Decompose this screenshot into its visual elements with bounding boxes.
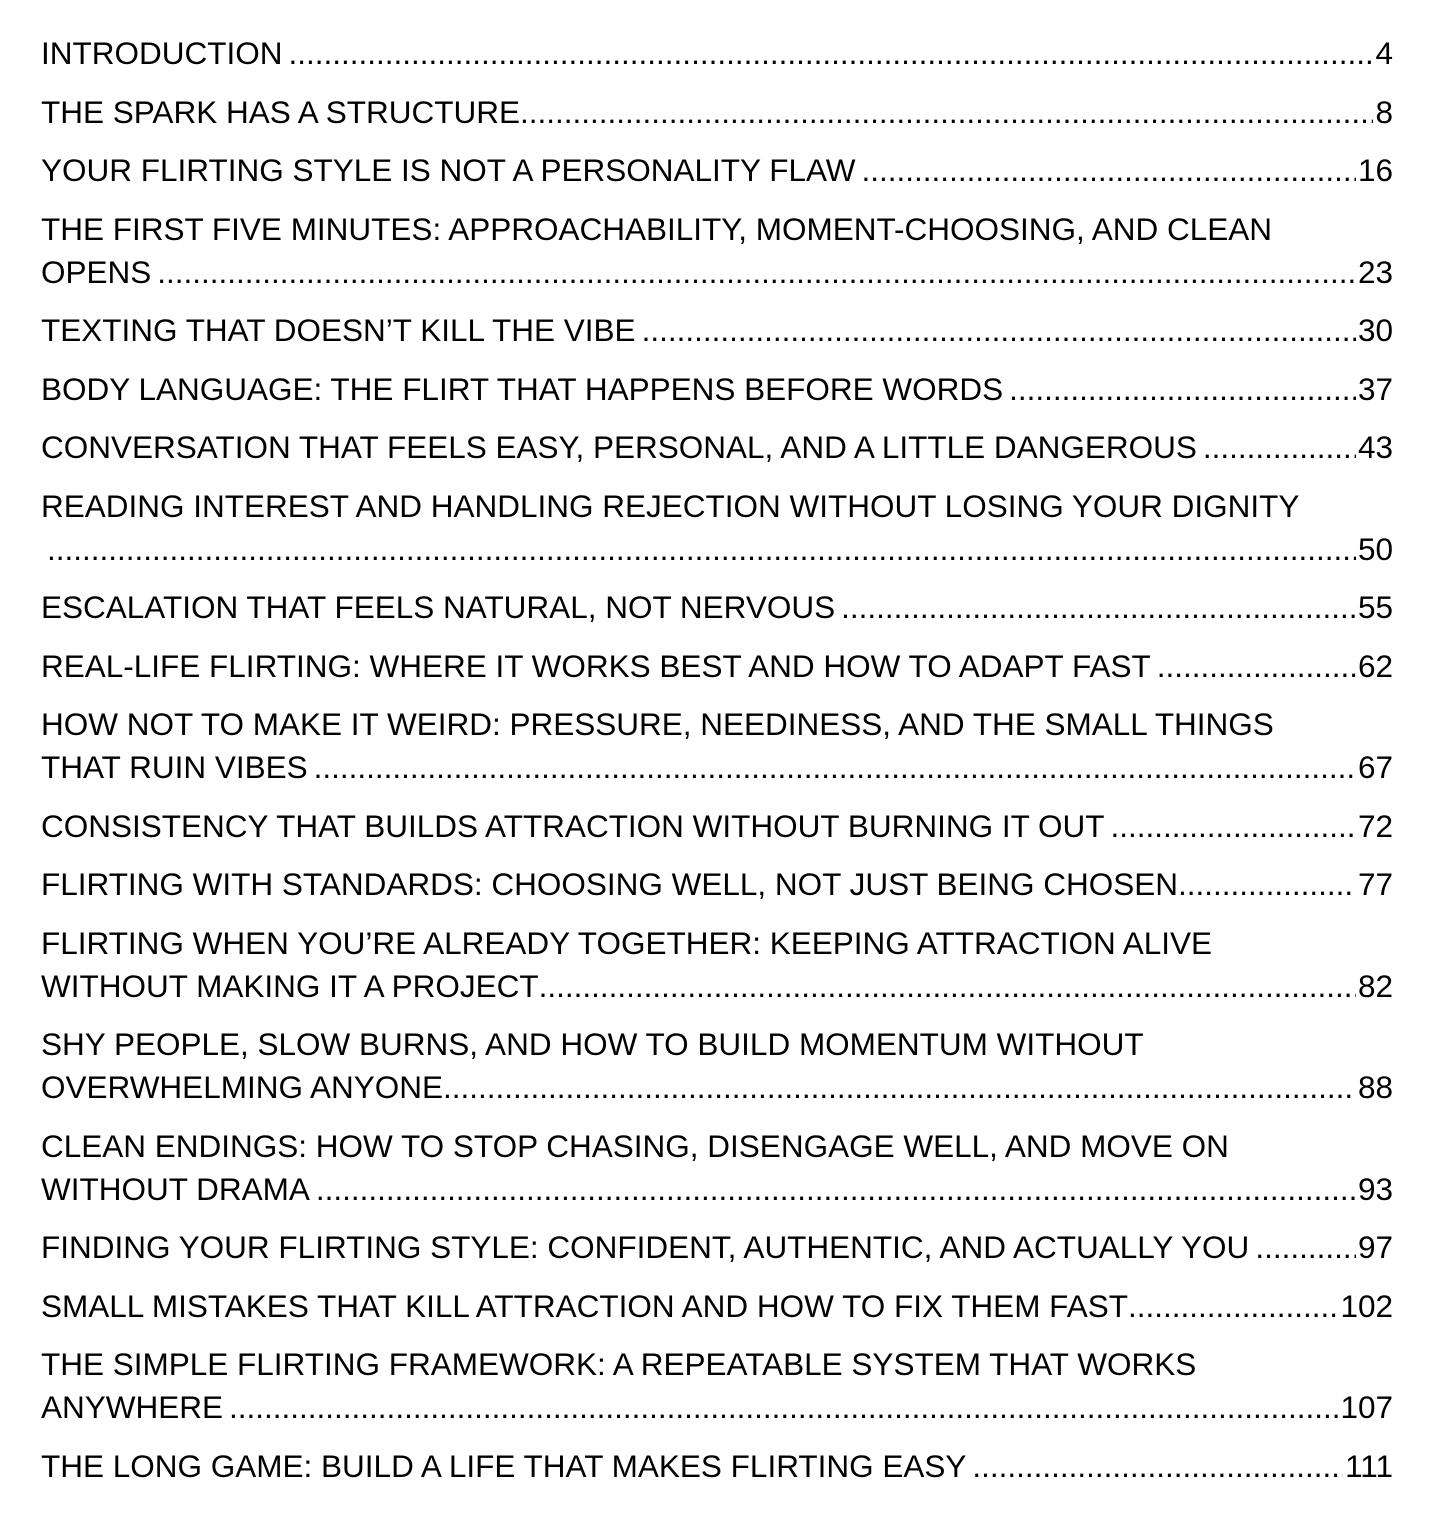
toc-entry-title-line1: SHY PEOPLE, SLOW BURNS, AND HOW TO BUILD MOMENTUM WITHOUT — [41, 1026, 1144, 1062]
toc-entry[interactable] — [41, 805, 1393, 848]
toc-entry[interactable] — [41, 149, 1393, 192]
toc-page-number: 37 — [1357, 370, 1393, 407]
toc-entry-title-line2: OVERWHELMING ANYONE — [41, 1069, 443, 1105]
toc-entry-title: CONVERSATION THAT FEELS EASY, PERSONAL, AND A LITTLE DANGEROUS — [41, 429, 1197, 465]
leader-dots — [288, 32, 1373, 75]
leader-dots — [47, 528, 1356, 571]
leader-dots — [1128, 1285, 1338, 1328]
toc-entry[interactable] — [41, 1343, 1393, 1429]
toc-entry-title-line2: WITHOUT MAKING IT A PROJECT — [41, 967, 539, 1004]
leader-dots — [841, 586, 1356, 629]
toc-entry-title: ESCALATION THAT FEELS NATURAL, NOT NERVOUS — [41, 589, 836, 625]
toc-entry[interactable] — [41, 91, 1393, 134]
toc-entry-title-line2: WITHOUT DRAMA — [41, 1170, 310, 1207]
leader-dots — [1178, 863, 1356, 906]
toc-entry[interactable] — [41, 1023, 1393, 1109]
toc-entry-title: TEXTING THAT DOESN’T KILL THE VIBE — [41, 312, 636, 348]
toc-entry-title: INTRODUCTION — [41, 35, 283, 71]
toc-page-number: 93 — [1357, 1170, 1393, 1207]
leader-dots — [1009, 368, 1356, 411]
toc-entry-title-line1: THE FIRST FIVE MINUTES: APPROACHABILITY, MOMENT-CHOOSING, AND CLEAN — [41, 210, 1273, 247]
toc-entry-title: REAL-LIFE FLIRTING: WHERE IT WORKS BEST AND HOW TO ADAPT FAST — [41, 647, 1151, 684]
toc-page-number: 72 — [1357, 807, 1393, 844]
leader-dots — [314, 746, 1356, 789]
table-of-contents — [41, 32, 1393, 1503]
toc-entry-title: FLIRTING WITH STANDARDS: CHOOSING WELL, NOT JUST BEING CHOSEN — [41, 866, 1179, 902]
toc-entry-title-line1: FLIRTING WHEN YOU’RE ALREADY TOGETHER: KEEPING ATTRACTION ALIVE — [41, 924, 1213, 961]
leader-dots — [157, 251, 1356, 294]
toc-entry[interactable] — [41, 426, 1393, 469]
toc-page-number: 62 — [1357, 647, 1393, 684]
toc-entry[interactable] — [41, 1285, 1393, 1328]
toc-page-number: 107 — [1340, 1389, 1393, 1425]
leader-dots — [862, 149, 1356, 192]
toc-page-number: 50 — [1357, 530, 1393, 567]
toc-entry-title: SMALL MISTAKES THAT KILL ATTRACTION AND HOW TO FIX THEM FAST — [41, 1287, 1128, 1324]
toc-entry-title-line1: READING INTEREST AND HANDLING REJECTION WITHOUT LOSING YOUR DIGNITY — [41, 487, 1300, 524]
toc-entry-title: THE LONG GAME: BUILD A LIFE THAT MAKES FLIRTING EASY — [41, 1447, 967, 1484]
toc-entry[interactable] — [41, 368, 1393, 411]
toc-entry[interactable] — [41, 586, 1393, 629]
toc-entry-title-line1: HOW NOT TO MAKE IT WEIRD: PRESSURE, NEEDINESS, AND THE SMALL THINGS — [41, 706, 1274, 742]
toc-page-number: 4 — [1375, 35, 1393, 71]
leader-dots — [1111, 805, 1356, 848]
toc-page-number: 23 — [1357, 253, 1393, 290]
toc-page-number: 55 — [1357, 589, 1393, 625]
toc-entry[interactable] — [41, 485, 1393, 571]
toc-page-number: 8 — [1375, 93, 1393, 130]
toc-entry[interactable] — [41, 1226, 1393, 1269]
toc-page-number: 30 — [1357, 312, 1393, 348]
leader-dots — [1157, 645, 1356, 688]
leader-dots — [229, 1386, 1338, 1429]
leader-dots — [1255, 1226, 1356, 1269]
toc-entry-title-line2: OPENS — [41, 253, 152, 290]
toc-entry[interactable] — [41, 309, 1393, 352]
toc-entry[interactable] — [41, 645, 1393, 688]
toc-page-number: 97 — [1357, 1229, 1393, 1265]
leader-dots — [972, 1445, 1343, 1488]
leader-dots — [1203, 426, 1356, 469]
leader-dots — [539, 965, 1356, 1008]
toc-entry-title: BODY LANGUAGE: THE FLIRT THAT HAPPENS BEFORE WORDS — [41, 370, 1004, 407]
toc-page-number: 43 — [1357, 429, 1393, 465]
toc-page-number: 82 — [1357, 967, 1393, 1004]
toc-entry[interactable] — [41, 922, 1393, 1008]
toc-page-number: 102 — [1340, 1287, 1393, 1324]
toc-page-number: 16 — [1357, 152, 1393, 188]
toc-entry-title: THE SPARK HAS A STRUCTURE — [41, 93, 521, 130]
toc-entry-title-line1: CLEAN ENDINGS: HOW TO STOP CHASING, DISENGAGE WELL, AND MOVE ON — [41, 1127, 1229, 1164]
toc-entry[interactable] — [41, 1125, 1393, 1211]
toc-entry-title: YOUR FLIRTING STYLE IS NOT A PERSONALITY FLAW — [41, 152, 856, 188]
leader-dots — [520, 91, 1373, 134]
toc-entry[interactable] — [41, 208, 1393, 294]
toc-entry-title: FINDING YOUR FLIRTING STYLE: CONFIDENT, AUTHENTIC, AND ACTUALLY YOU — [41, 1229, 1250, 1265]
toc-page-number: 88 — [1357, 1069, 1393, 1105]
toc-entry[interactable] — [41, 863, 1393, 906]
toc-entry-title-line1: THE SIMPLE FLIRTING FRAMEWORK: A REPEATABLE SYSTEM THAT WORKS — [41, 1346, 1197, 1382]
toc-entry-title: CONSISTENCY THAT BUILDS ATTRACTION WITHOUT BURNING IT OUT — [41, 807, 1105, 844]
toc-page-number: 77 — [1357, 866, 1393, 902]
toc-entry-title-line2: THAT RUIN VIBES — [41, 749, 308, 785]
toc-entry[interactable] — [41, 32, 1393, 75]
toc-entry[interactable] — [41, 1445, 1393, 1488]
toc-page-number: 67 — [1357, 749, 1393, 785]
leader-dots — [316, 1168, 1356, 1211]
toc-entry[interactable] — [41, 703, 1393, 789]
toc-page-number: 111 — [1345, 1447, 1393, 1484]
toc-entry-title-line2: ANYWHERE — [41, 1389, 224, 1425]
leader-dots — [642, 309, 1356, 352]
leader-dots — [443, 1066, 1356, 1109]
